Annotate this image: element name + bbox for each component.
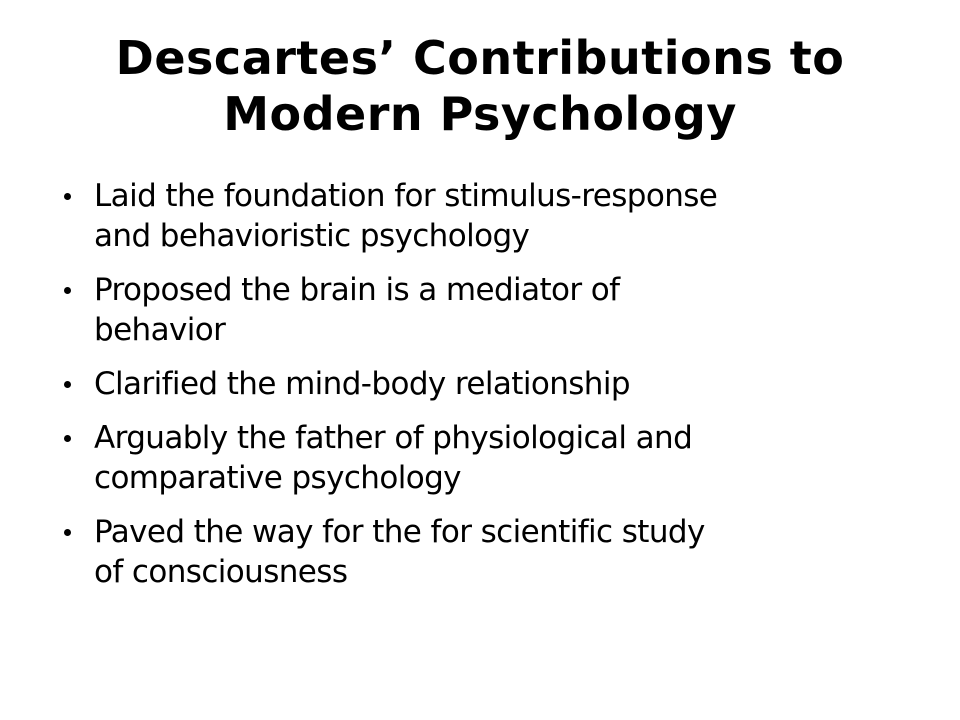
bullet-item — [64, 418, 894, 498]
bullet-dot-icon — [64, 435, 71, 442]
slide-title — [40, 30, 920, 142]
bullet-dot-icon — [64, 287, 71, 294]
bullet-text-line-2: of consciousness — [94, 554, 348, 590]
bullet-text-line-2: and behavioristic psychology — [94, 218, 530, 254]
bullet-dot-icon — [64, 529, 71, 536]
bullet-text-line-2: behavior — [94, 312, 226, 348]
slide-title-line-1: Descartes’ Contributions to — [115, 31, 845, 85]
bullet-text-line-1: Proposed the brain is a mediator of — [94, 272, 620, 308]
bullet-item — [64, 270, 894, 350]
bullet-dot-icon — [64, 381, 71, 388]
bullet-text-line-1: Paved the way for the for scientific study — [94, 514, 705, 550]
bullet-text-line-1: Clarified the mind-body relationship — [94, 366, 630, 402]
bullet-list — [64, 176, 894, 606]
slide-title-line-2: Modern Psychology — [223, 87, 737, 141]
bullet-dot-icon — [64, 193, 71, 200]
bullet-item — [64, 176, 894, 256]
bullet-text-line-2: comparative psychology — [94, 460, 461, 496]
bullet-item — [64, 364, 894, 404]
bullet-text-line-1: Arguably the father of physiological and — [94, 420, 693, 456]
bullet-text-line-1: Laid the foundation for stimulus-response — [94, 178, 718, 214]
bullet-item — [64, 512, 894, 592]
